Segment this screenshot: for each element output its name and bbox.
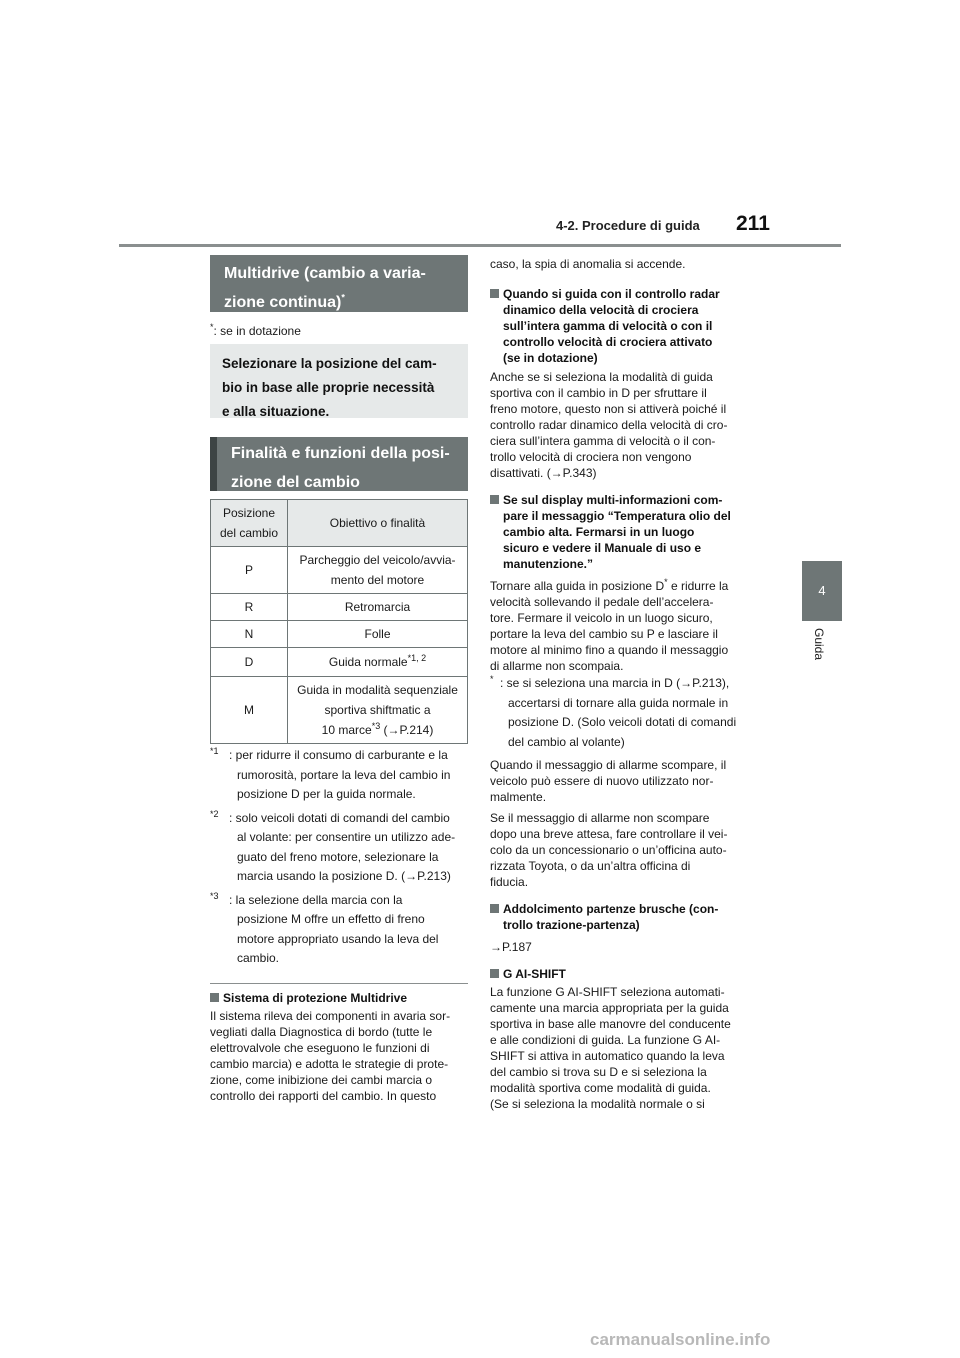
protection-text: Il sistema rileva dei componenti in avaria sor- vegliati dalla Diagnostica di bordo (tutte le elettrovalvole che eseguono le funzioni di cambio marcia) e adotta le strategie di prote- zione, come inibizione dei cambi marcia o controllo dei rapporti del cambio. In questo	[210, 1009, 451, 1103]
table-cell: R	[211, 594, 288, 621]
footnote-3: $^{*3}$ : la selezione della marcia con la posizione M offre un effetto di freno motore appropriato usando la leva del cambio.	[210, 890, 439, 965]
footnote-1: $^{*1}$ : per ridurre il consumo di carburante e la rumorosità, portare la leva del cambio in posizione D per la guida normale.	[210, 746, 451, 801]
oil-after-text-2: Se il messaggio di allarme non scompare dopo una breve attesa, fare controllare il vei- colo da un concessionario o un’officina auto- rizzata Toyota, o da un’altra officina di fiducia.	[490, 811, 728, 889]
main-title-box	[210, 255, 468, 312]
header-rule	[119, 244, 841, 247]
watermark: carmanualsonline.info	[590, 1330, 771, 1349]
table-row	[211, 594, 468, 621]
table-cell: Retromarcia	[288, 594, 468, 621]
table-row	[211, 547, 468, 594]
footnotes	[210, 746, 470, 969]
intro-line: Selezionare la posizione del cam-	[222, 356, 437, 371]
table-cell: Folle	[288, 621, 468, 648]
intro-line: e alla situazione.	[222, 404, 330, 419]
intro-line: bio in base alle proprie necessità	[222, 380, 435, 395]
subtitle-line: zione del cambio	[231, 474, 360, 491]
table-cell: D	[211, 648, 288, 677]
footnote-2: $^{*2}$ : solo veicoli dotati di comandi del cambio al volante: per consentire un utilizzo ade- guato del freno motore, selezionare la marcia usando la posizione D. (→P.213)	[210, 808, 456, 883]
oil-section-title: Se sul display multi-informazioni com- pare il messaggio “Temperatura olio del cambio alta. Fermarsi in un luogo sicuro e vedere il Manuale di uso e manutenzione.”	[490, 492, 752, 572]
protection-title: Sistema di protezione Multidrive	[210, 990, 472, 1006]
table-row	[211, 677, 468, 744]
subtitle-line: Finalità e funzioni della posi-	[231, 445, 450, 462]
availability-note: *: se in dotazione	[210, 322, 301, 338]
protection-section	[210, 990, 472, 1104]
table-cell: Guida normale$^{*1, 2}$	[288, 648, 468, 677]
square-bullet-icon	[490, 904, 499, 913]
table-cell: Parcheggio del veicolo/avvia- mento del motore	[288, 547, 468, 594]
table-cell: Guida in modalità sequenziale sportiva shiftmatic a 10 marce$^{*3}$ (→P.214)	[288, 677, 468, 744]
chapter-label: Guida	[812, 628, 826, 661]
table-row	[211, 621, 468, 648]
square-bullet-icon	[210, 993, 219, 1002]
table-header-row	[211, 500, 468, 547]
section-title: 4-2. Procedure di guida	[556, 218, 700, 233]
gai-shift-title: G AI-SHIFT	[490, 966, 752, 982]
soft-start-ref[interactable]: →P.187	[490, 940, 532, 954]
intro-box	[210, 344, 468, 418]
square-bullet-icon	[490, 969, 499, 978]
radar-text: Anche se si seleziona la modalità di guida sportiva con il cambio in D per sfruttare il freno motore, questo non si attiverà poiché il controllo radar dinamico della velocità di cro- ciera sull’intera gamma di velocità o il con- trollo velocità di crociera non vengono disattivati. (→P.343)	[490, 370, 728, 480]
gai-shift-text: La funzione G AI-SHIFT seleziona automati- camente una marcia appropriata per la guida sportiva in base alle manovre del conducente e alle condizioni di guida. La funzione G AI- SHIFT si attiva in automatico quando la leva del cambio si trova su D e si seleziona la modalità sportiva come modalità di guida. (Se si seleziona la modalità normale o si	[490, 985, 731, 1111]
table-header-cell: Obiettivo o finalità	[288, 500, 468, 547]
chapter-tab: 4	[802, 561, 842, 621]
oil-after-text-1: Quando il messaggio di allarme scompare, il veicolo può essere di nuovo utilizzato nor- malmente.	[490, 758, 727, 804]
oil-text: Tornare alla guida in posizione D* e ridurre la velocità sollevando il pedale dell’accelera- tore. Fermare il veicolo in un luogo sicuro, portare la leva del cambio su P e lasciare il motore al minimo fino a quando il messaggio di allarme non scompaia.	[490, 577, 729, 673]
gear-table	[210, 499, 468, 744]
table-cell: M	[211, 677, 288, 744]
square-bullet-icon	[490, 495, 499, 504]
table-header-cell: Posizione del cambio	[211, 500, 288, 547]
main-title-line1: Multidrive (cambio a varia-	[224, 265, 426, 282]
subtitle-box	[210, 437, 468, 491]
table-cell: N	[211, 621, 288, 648]
right-column	[490, 256, 752, 1112]
table-cell: P	[211, 547, 288, 594]
gear-table-wrap	[210, 499, 468, 744]
table-row	[211, 648, 468, 677]
oil-footnote: * : se si seleziona una marcia in D (→P.213), accertarsi di tornare alla guida normale in posizione D. (Solo veicoli dotati di comandi del cambio al volante)	[490, 674, 737, 749]
main-title-line2: zione continua)*	[224, 292, 345, 311]
soft-start-title: Addolcimento partenze brusche (con- trollo trazione-partenza)	[490, 901, 752, 933]
page-number: 211	[736, 212, 770, 235]
square-bullet-icon	[490, 289, 499, 298]
radar-section-title: Quando si guida con il controllo radar dinamico della velocità di crociera sull’intera gamma di velocità o con il controllo velocità di crociera attivato (se in dotazione)	[490, 286, 752, 366]
divider	[210, 983, 468, 984]
continued-line: caso, la spia di anomalia si accende.	[490, 257, 686, 271]
